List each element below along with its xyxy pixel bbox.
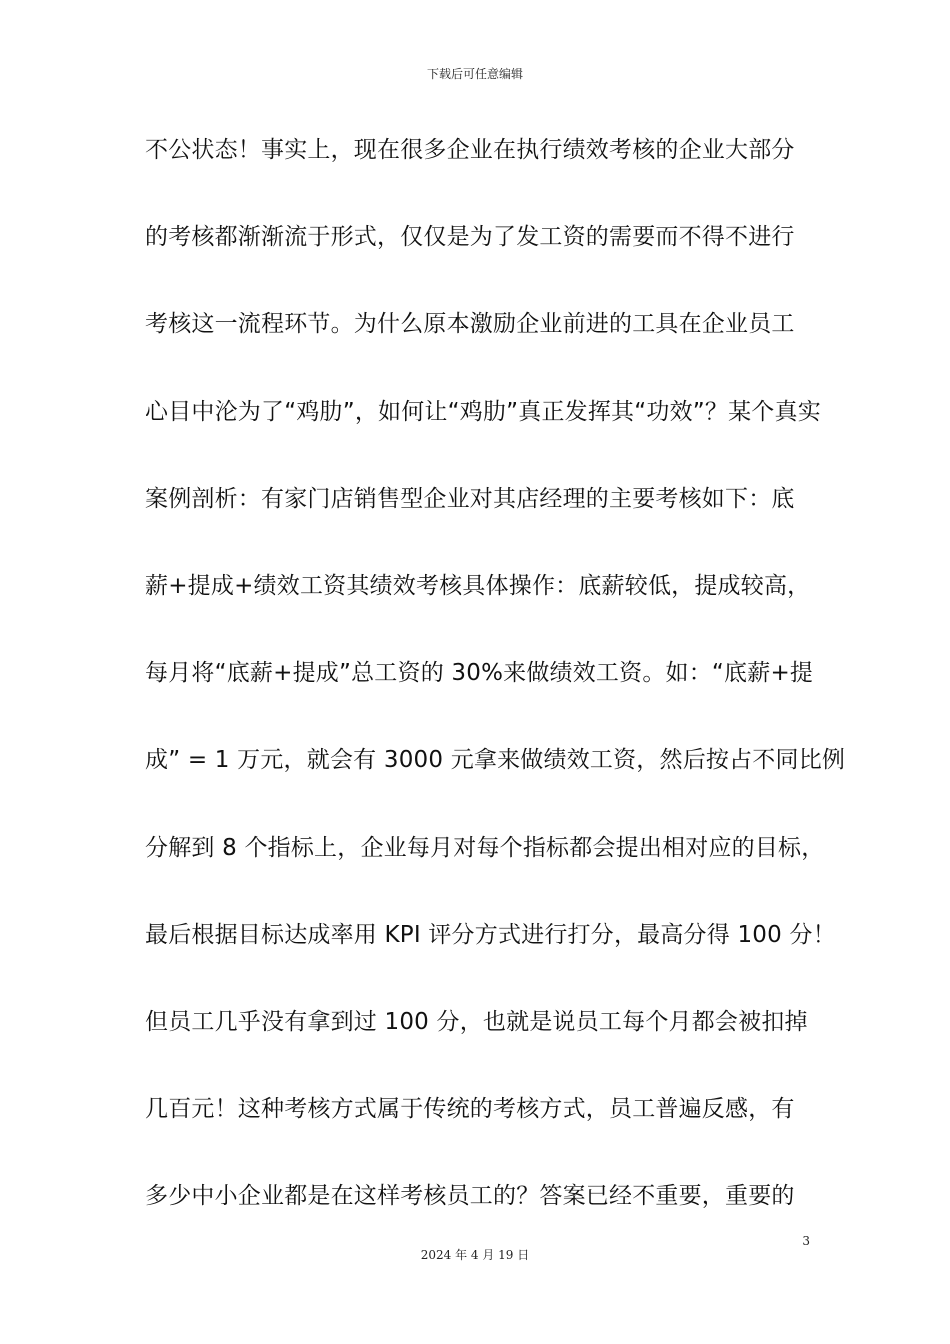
body-line: 多少中小企业都是在这样考核员工的？答案已经不重要，重要的 bbox=[145, 1183, 795, 1210]
body-line: 薪+提成+绩效工资其绩效考核具体操作：底薪较低，提成较高， bbox=[145, 572, 811, 599]
body-line: 最后根据目标达成率用 KPI 评分方式进行打分，最高分得 100 分！ bbox=[145, 921, 836, 948]
body-line: 几百元！这种考核方式属于传统的考核方式，员工普遍反感，有 bbox=[145, 1096, 795, 1123]
body-line: 不公状态！事实上，现在很多企业在执行绩效考核的企业大部分 bbox=[145, 137, 795, 163]
body-line: 每月将“底薪+提成”总工资的 30%来做绩效工资。如：“底薪+提 bbox=[145, 660, 814, 687]
body-line: 心目中沦为了“鸡肋”，如何让“鸡肋”真正发挥其“功效”？某个真实 bbox=[145, 398, 821, 425]
body-line: 的考核都渐渐流于形式，仅仅是为了发工资的需要而不得不进行 bbox=[145, 224, 795, 251]
body-line: 案例剖析：有家门店销售型企业对其店经理的主要考核如下：底 bbox=[145, 485, 795, 512]
body-line: 但员工几乎没有拿到过 100 分，也就是说员工每个月都会被扣掉 bbox=[145, 1008, 808, 1035]
body-line: 成” = 1 万元，就会有 3000 元拿来做绩效工资，然后按占不同比例 bbox=[145, 747, 846, 774]
page-footer-date: 2024 年 4 月 19 日 bbox=[420, 1248, 530, 1262]
body-line: 分解到 8 个指标上，企业每月对每个指标都会提出相对应的目标， bbox=[145, 834, 825, 861]
body-text bbox=[145, 128, 846, 1261]
page-header: 下载后可任意编辑 bbox=[426, 67, 523, 81]
body-line: 考核这一流程环节。为什么原本激励企业前进的工具在企业员工 bbox=[145, 311, 795, 338]
page-number: 3 bbox=[802, 1234, 810, 1248]
